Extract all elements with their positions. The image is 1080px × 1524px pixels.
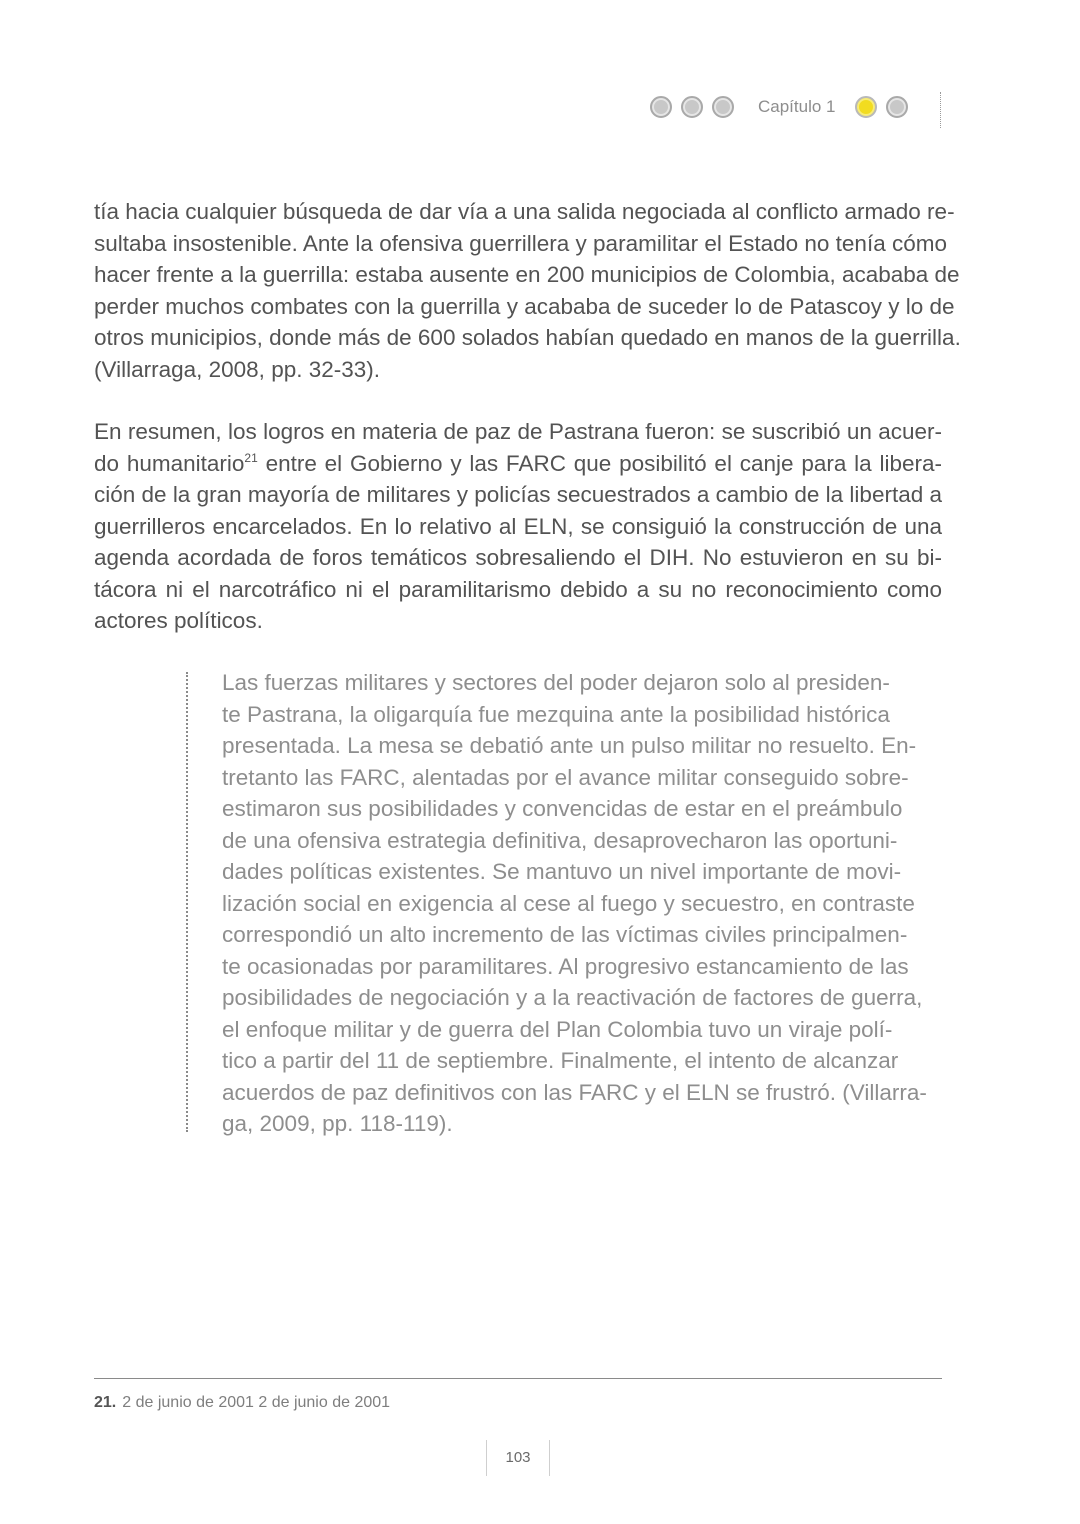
quote-line: dades políticas existentes. Se mantuvo un nivel importante de movi- [222,859,902,884]
text-line: hacer frente a la guerrilla: estaba ausente en 200 municipios de Colombia, acababa de [94,262,960,287]
chapter-label: Capítulo 1 [758,97,836,116]
body-paragraph [94,416,942,637]
text-line: actores políticos. [94,608,263,633]
quote-line: acuerdos de paz definitivos con las FARC y el ELN se frustró. (Villarra- [222,1079,927,1105]
quote-line: estimaron sus posibilidades y convencidas de estar en el preámbulo [222,796,903,821]
quote-divider [186,672,188,1132]
text-line: perder muchos combates con la guerrilla y acababa de suceder lo de Patascoy y lo de [94,293,955,319]
circle-dot-icon [712,96,734,118]
text-line: guerrilleros encarcelados. En lo relativo al ELN, se consiguió la construcción de una [94,513,942,539]
text-line: tácora ni el narcotráfico ni el paramilitarismo debido a su no reconocimiento como [94,576,942,602]
circle-dot-icon [650,96,672,118]
text-line: (Villarraga, 2008, pp. 32-33). [94,356,381,382]
footnote [94,1394,390,1412]
text-line: ción de la gran mayoría de militares y policías secuestrados a cambio de la libertad a [94,482,942,507]
footnote-reference[interactable]: 21 [244,450,258,465]
page-number: 103 [486,1440,550,1476]
quote-line: presentada. La mesa se debatió ante un pulso militar no resuelto. En- [222,733,917,758]
quote-line: te ocasionadas por paramilitares. Al progresivo estancamiento de las [222,953,909,979]
text-line: tía hacia cualquier búsqueda de dar vía a una salida negociada al conflicto armado re- [94,199,955,224]
block-quote [222,667,942,1140]
text-segment: entre el Gobierno y las FARC que posibilitó el canje para la libera- [257,450,943,476]
header-divider [940,92,941,128]
circle-dot-icon [855,96,877,118]
body-paragraph [94,196,961,385]
quote-line: Las fuerzas militares y sectores del poder dejaron solo al presiden- [222,670,890,695]
quote-line: de una ofensiva estrategia definitiva, desaprovecharon las oportuni- [222,827,898,853]
quote-line: el enfoque militar y de guerra del Plan Colombia tuvo un viraje polí- [222,1016,893,1042]
quote-line: posibilidades de negociación y a la reactivación de factores de guerra, [222,985,923,1010]
text-line: otros municipios, donde más de 600 solados habían quedado en manos de la guerrilla. [94,325,961,350]
text-line: agenda acordada de foros temáticos sobresaliendo el DIH. No estuvieron en su bi- [94,545,942,570]
text-line: En resumen, los logros en materia de paz de Pastrana fueron: se suscribió un acuer- [94,419,942,444]
footnote-divider [94,1378,942,1379]
quote-line: tretanto las FARC, alentadas por el avance militar conseguido sobre- [222,764,909,790]
footnote-number: 21. [94,1394,117,1411]
text-segment: do humanitario [94,450,245,476]
quote-line: tico a partir del 11 de septiembre. Finalmente, el intento de alcanzar [222,1048,899,1073]
quote-line: te Pastrana, la oligarquía fue mezquina ante la posibilidad histórica [222,701,890,727]
running-header [646,92,946,126]
circle-dot-icon [886,96,908,118]
footnote-text: 2 de junio de 2001 2 de junio de 2001 [122,1394,391,1411]
quote-line: lización social en exigencia al cese al fuego y secuestro, en contraste [222,890,915,916]
text-line: sultaba insostenible. Ante la ofensiva guerrillera y paramilitar el Estado no tenía cómo [94,230,947,256]
quote-line: correspondió un alto incremento de las víctimas civiles principalmen- [222,922,908,947]
quote-line: ga, 2009, pp. 118-119). [222,1111,453,1136]
circle-dot-icon [681,96,703,118]
text-line [94,448,942,480]
